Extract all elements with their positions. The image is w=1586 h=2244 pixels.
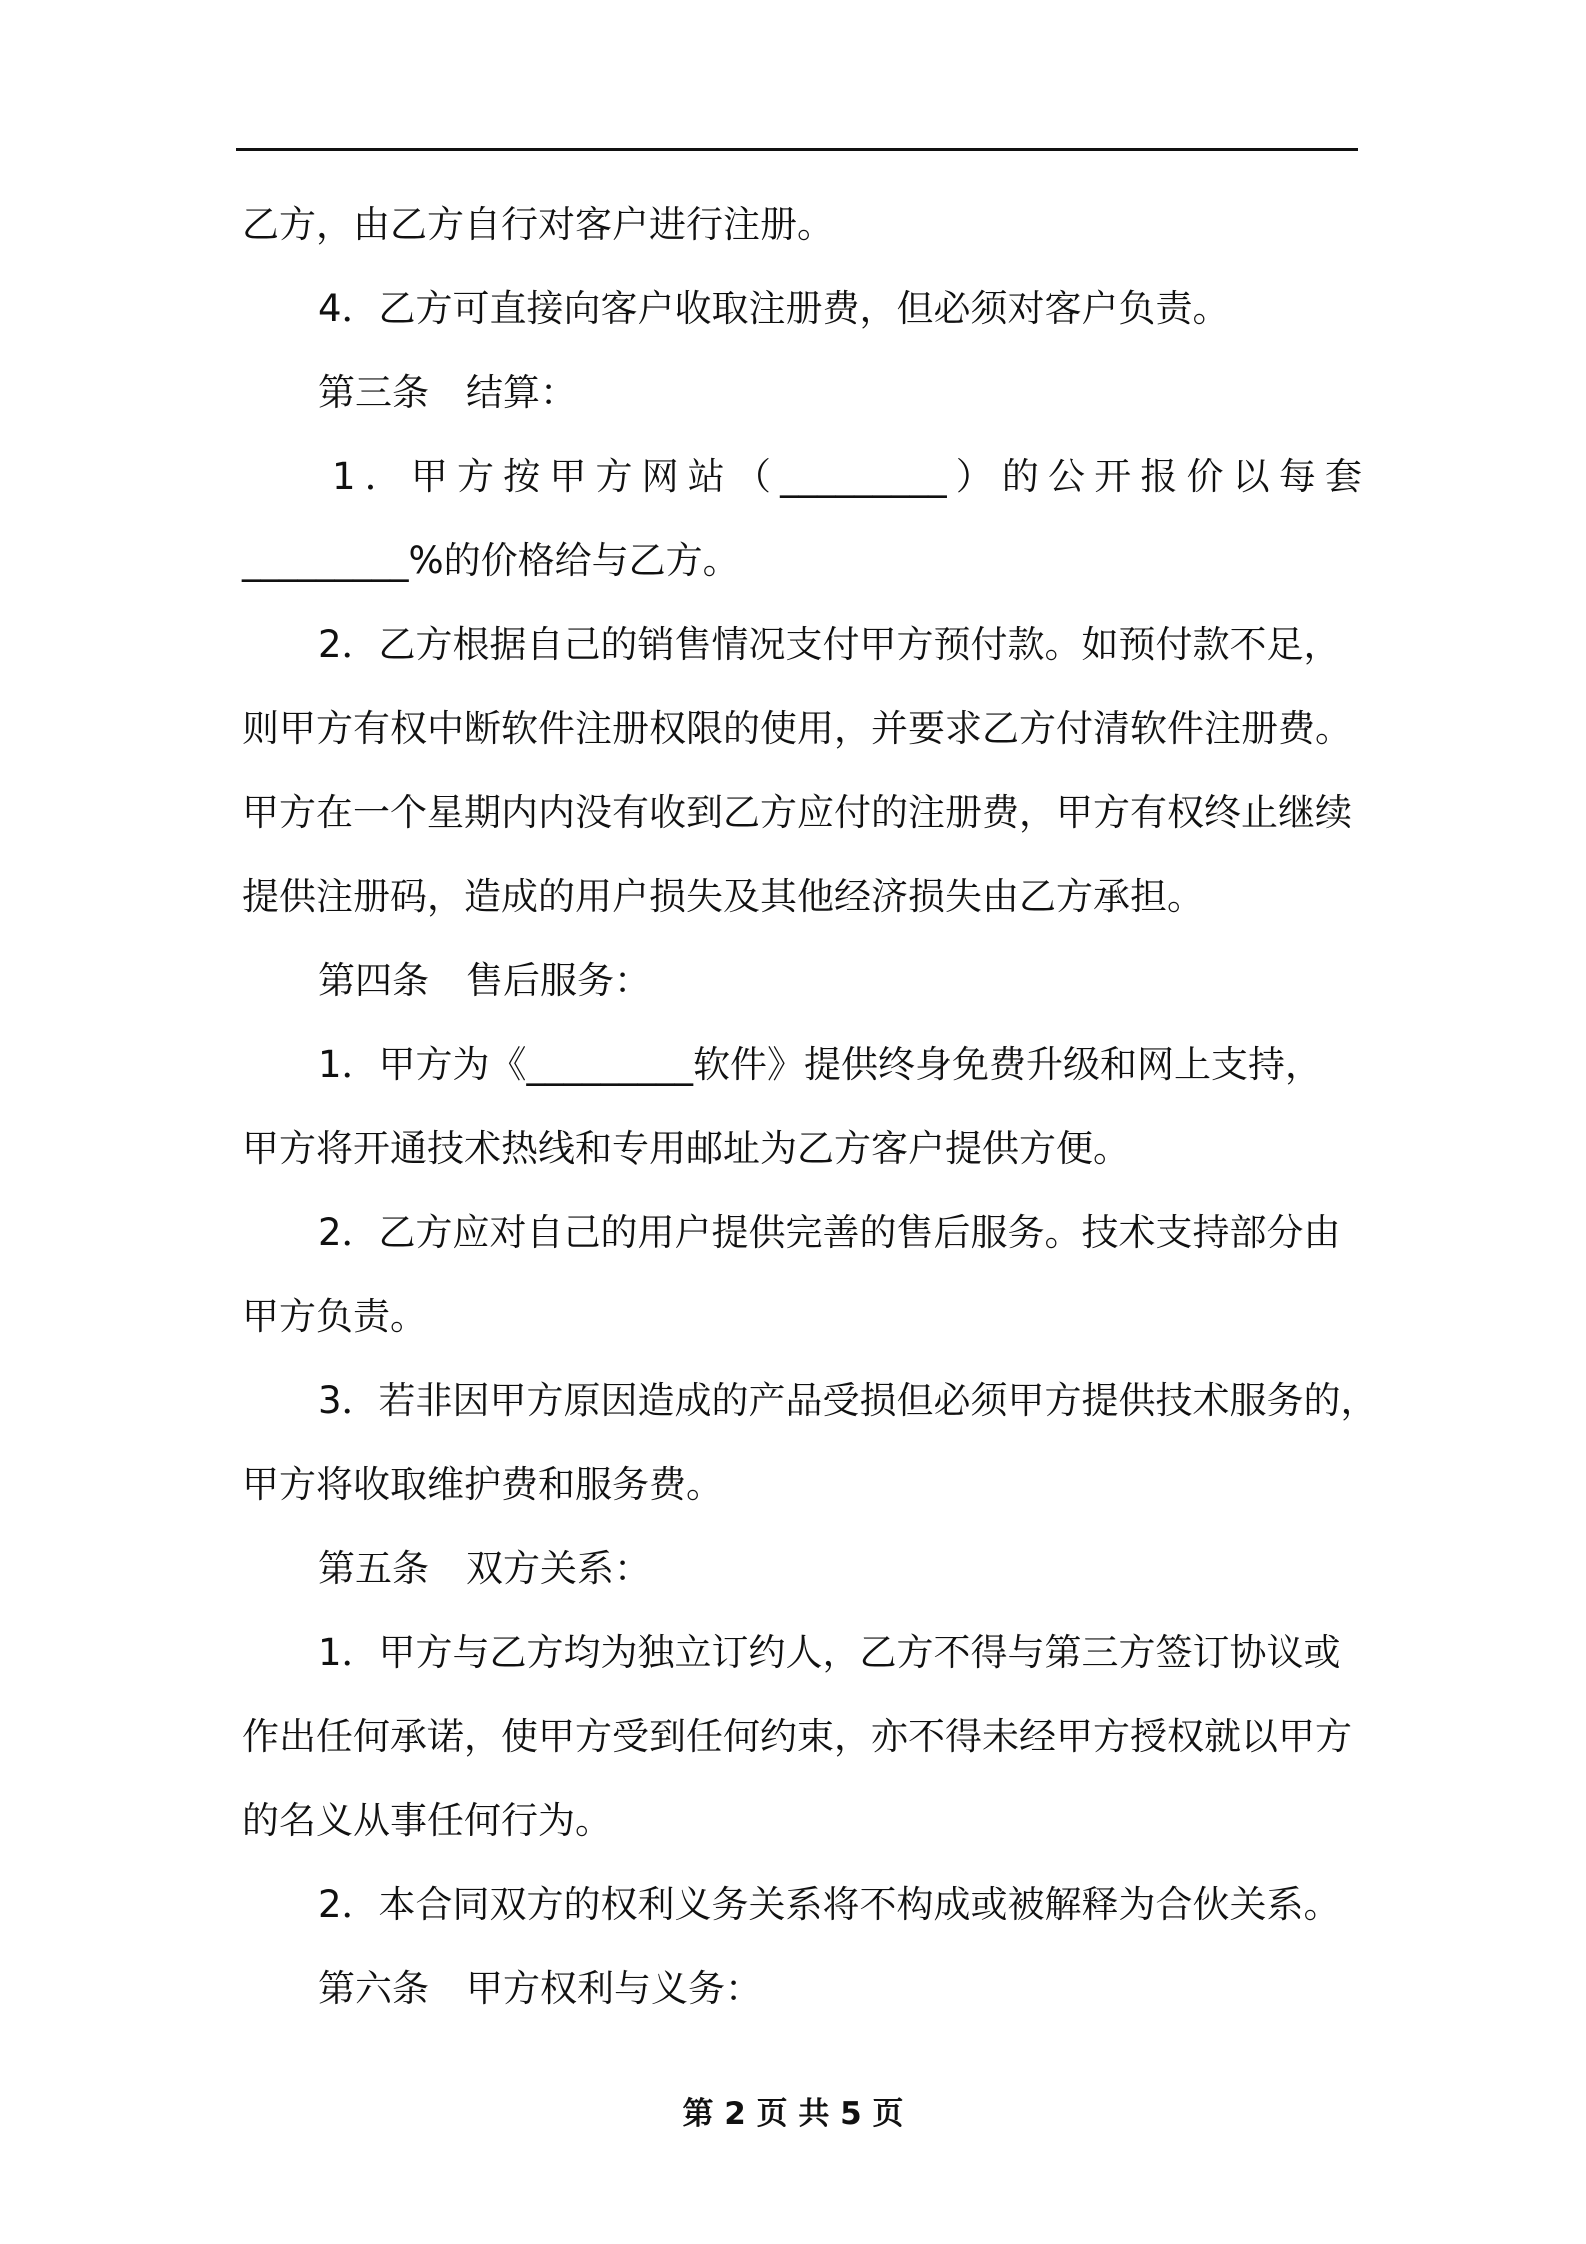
text-line: 则甲方有权中断软件注册权限的使用，并要求乙方付清软件注册费。 — [242, 707, 1352, 750]
section-heading: 第四条 售后服务： — [318, 959, 651, 1002]
text-line: 1．甲方按甲方网站（_________）的公开报价以每套 — [332, 455, 1362, 498]
page-number: 第 2 页 共 5 页 — [682, 2096, 904, 2132]
text-line: 3．若非因甲方原因造成的产品受损但必须甲方提供技术服务的， — [318, 1379, 1378, 1422]
section-heading: 第三条 结算： — [318, 371, 577, 414]
text-line: 甲方将开通技术热线和专用邮址为乙方客户提供方便。 — [242, 1127, 1130, 1170]
text-line: 甲方在一个星期内内没有收到乙方应付的注册费，甲方有权终止继续 — [242, 791, 1352, 834]
text-line: 提供注册码，造成的用户损失及其他经济损失由乙方承担。 — [242, 875, 1204, 918]
text-line: _________%的价格给与乙方。 — [242, 539, 740, 582]
section-heading: 第六条 甲方权利与义务： — [318, 1967, 762, 2010]
text-line: 2．本合同双方的权利义务关系将不构成或被解释为合伙关系。 — [318, 1883, 1341, 1926]
text-line: 2．乙方根据自己的销售情况支付甲方预付款。如预付款不足， — [318, 623, 1341, 666]
text-line: 甲方负责。 — [242, 1295, 427, 1338]
text-line: 2．乙方应对自己的用户提供完善的售后服务。技术支持部分由 — [318, 1211, 1341, 1254]
text-line: 1．甲方与乙方均为独立订约人，乙方不得与第三方签订协议或 — [318, 1631, 1341, 1674]
header-rule — [236, 148, 1358, 151]
text-line: 4．乙方可直接向客户收取注册费，但必须对客户负责。 — [318, 287, 1230, 330]
text-line: 1．甲方为《_________软件》提供终身免费升级和网上支持， — [318, 1043, 1323, 1086]
text-line: 甲方将收取维护费和服务费。 — [242, 1463, 723, 1506]
text-line: 的名义从事任何行为。 — [242, 1799, 612, 1842]
section-heading: 第五条 双方关系： — [318, 1547, 651, 1590]
text-line: 作出任何承诺，使甲方受到任何约束，亦不得未经甲方授权就以甲方 — [242, 1715, 1352, 1758]
text-line: 乙方，由乙方自行对客户进行注册。 — [242, 203, 834, 246]
